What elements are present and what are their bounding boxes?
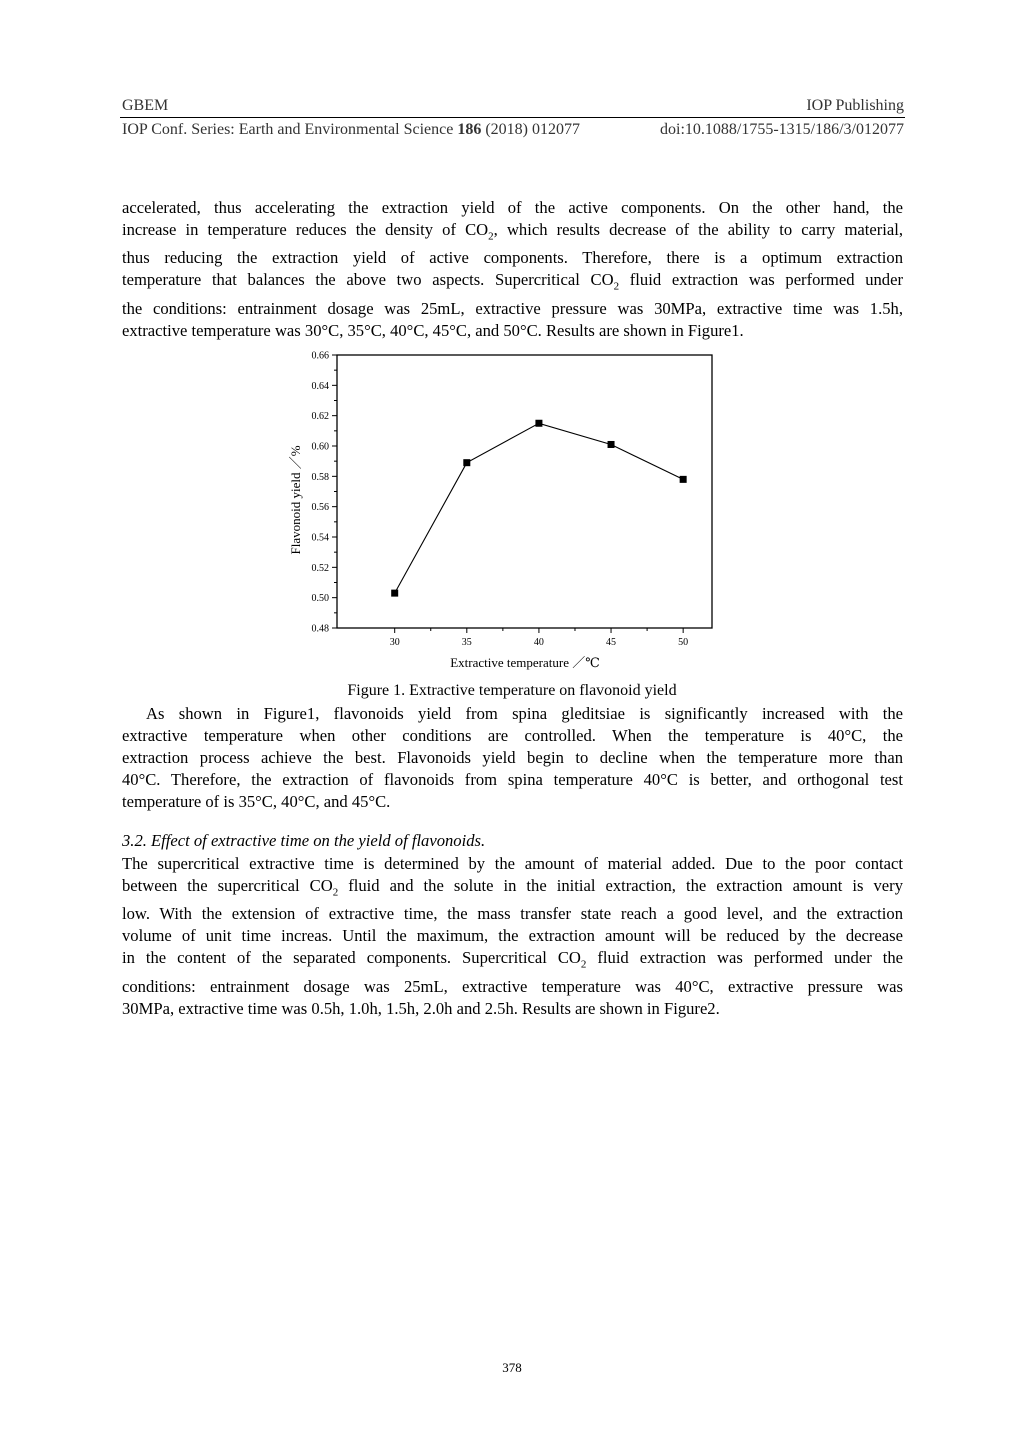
text-line: low. With the extension of extractive time, the mass transfer state reach a good level, and the extraction — [122, 904, 903, 924]
y-axis-label: Flavonoid yield ／% — [288, 445, 303, 555]
header-conference: GBEM — [122, 97, 169, 114]
text-line: volume of unit time increas. Until the maximum, the extraction amount will be reduced by the decrease — [122, 926, 903, 946]
text-line: extraction process achieve the best. Flavonoids yield begin to decline when the temperature more than — [122, 748, 903, 767]
x-axis-label: Extractive temperature ／℃ — [450, 655, 600, 670]
figure-caption: Figure 1. Extractive temperature on flavonoid yield — [347, 682, 677, 699]
data-series-line — [395, 423, 684, 593]
plot-area-frame — [337, 355, 712, 628]
section-heading: 3.2. Effect of extractive time on the yield of flavonoids. — [122, 831, 486, 850]
y-tick-label: 0.64 — [311, 380, 329, 392]
text-line: 30MPa, extractive time was 0.5h, 1.0h, 1.5h, 2.0h and 2.5h. Results are shown in Figure2. — [122, 998, 720, 1018]
paragraph-3 — [122, 853, 903, 1020]
text-line: conditions: entrainment dosage was 25mL, extractive temperature was 40°C, extractive pressure was — [122, 976, 903, 996]
data-point — [535, 420, 542, 427]
paragraph-2 — [122, 703, 903, 813]
series-text: IOP Conf. Series: Earth and Environmental Science — [122, 121, 458, 138]
text-line: extractive temperature when other conditions are controlled. When the temperature is 40°C, the — [122, 726, 903, 745]
text-line: accelerated, thus accelerating the extraction yield of the active components. On the other hand, the — [122, 198, 903, 217]
page-number: 378 — [502, 1360, 522, 1375]
y-tick-label: 0.60 — [311, 441, 329, 453]
text-line: temperature of is 35°C, 40°C, and 45°C. — [122, 792, 391, 811]
figure-1-chart — [0, 0, 1024, 680]
header-doi: doi:10.1088/1755-1315/186/3/012077 — [660, 121, 904, 138]
text-line: increase in temperature reduces the density of $CO_2$, which results decrease of the ability to carry material, — [122, 220, 903, 243]
data-point — [608, 441, 615, 448]
text-line: extractive temperature was 30°C, 35°C, 40°C, 45°C, and 50°C. Results are shown in Figure1. — [122, 320, 744, 340]
y-tick-label: 0.58 — [311, 471, 329, 483]
text-line: the conditions: entrainment dosage was 25mL, extractive pressure was 30MPa, extractive time was 1.5h, — [122, 298, 903, 318]
x-tick-label: 30 — [389, 637, 400, 648]
text-line: in the content of the separated components. Supercritical $CO_2$ fluid extraction was performed under the — [122, 948, 903, 971]
text-line: between the supercritical $CO_2$ fluid and the solute in the initial extraction, the extraction amount is very — [122, 876, 903, 899]
y-tick-label: 0.56 — [311, 502, 329, 514]
data-point — [463, 459, 470, 466]
y-tick-label: 0.62 — [311, 411, 329, 423]
data-point — [391, 590, 398, 597]
x-tick-label: 35 — [461, 637, 472, 648]
x-tick-label: 45 — [606, 637, 617, 648]
y-tick-label: 0.50 — [311, 593, 329, 605]
series-tail: (2018) 012077 — [481, 121, 580, 138]
x-tick-label: 40 — [533, 637, 544, 648]
header-publisher: IOP Publishing — [806, 97, 904, 114]
y-tick-label: 0.52 — [311, 562, 329, 574]
text-line: 40°C. Therefore, the extraction of flavonoids from spina temperature 40°C is better, and orthogonal test — [122, 770, 903, 789]
text-line: As shown in Figure1, flavonoids yield from spina gleditsiae is significantly increased with the — [146, 704, 903, 723]
y-tick-label: 0.48 — [311, 623, 329, 635]
series-volume: 186 — [457, 121, 482, 138]
data-point — [680, 476, 687, 483]
text-line: The supercritical extractive time is determined by the amount of material added. Due to the poor contact — [122, 854, 903, 873]
y-tick-label: 0.66 — [311, 350, 329, 362]
x-tick-label: 50 — [678, 637, 689, 648]
text-line: temperature that balances the above two aspects. Supercritical $CO_2$ fluid extraction was performed under — [122, 270, 903, 293]
text-line: thus reducing the extraction yield of active components. Therefore, there is a optimum extraction — [122, 248, 903, 268]
y-tick-label: 0.54 — [311, 532, 329, 544]
